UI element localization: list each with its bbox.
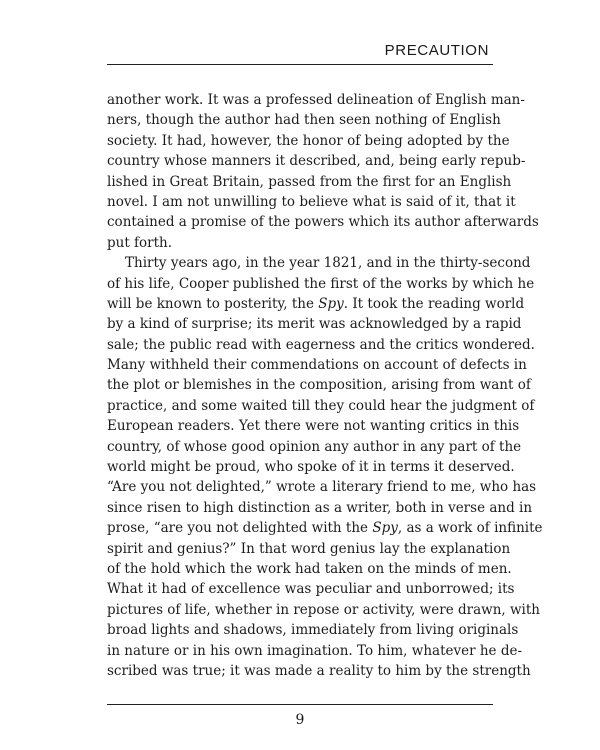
text-line: society. It had, however, the honor of being adopted by the: [107, 132, 510, 149]
text-line: ners, though the author had then seen nothing of English: [107, 112, 501, 129]
text-line: by a kind of surprise; its merit was acknowledged by a rapid: [107, 316, 522, 333]
paragraph-2: [107, 253, 543, 681]
text-line: What it had of excellence was peculiar and unborrowed; its: [107, 581, 515, 598]
text-line: broad lights and shadows, immediately from living originals: [107, 622, 519, 639]
running-head-title: PRECAUTION: [384, 42, 489, 59]
text-line: since risen to high distinction as a writer, both in verse and in: [107, 499, 533, 516]
text-line: world might be proud, who spoke of it in terms it deserved.: [107, 459, 515, 476]
text-line: another work. It was a professed delineation of English man-: [107, 92, 525, 108]
text-line: the plot or blemishes in the composition, arising from want of: [107, 377, 531, 394]
text-line: of the hold which the work had taken on the minds of men.: [107, 560, 512, 577]
text-line: spirit and genius?” In that word genius lay the explanation: [107, 540, 511, 557]
text-line: sale; the public read with eagerness and the critics wondered.: [107, 336, 535, 353]
page-number: 9: [295, 712, 305, 728]
footer-rule: [107, 704, 493, 705]
text-line: scribed was true; it was made a reality to him by the strength: [107, 662, 531, 679]
text-line: country, of whose good opinion any author in any part of the: [107, 438, 522, 455]
text-line: contained a promise of the powers which its author afterwards: [107, 214, 539, 231]
text-line: of his life, Cooper published the first of the works by which he: [107, 275, 535, 292]
header-rule: [107, 64, 493, 65]
text-line: practice, and some waited till they could hear the judgment of: [107, 397, 535, 414]
body-text: [107, 90, 543, 681]
text-line: European readers. Yet there were not wanting critics in this: [107, 418, 520, 435]
text-line: country whose manners it described, and, being early repub-: [107, 153, 526, 170]
text-line: Thirty years ago, in the year 1821, and in the thirty-second: [125, 255, 531, 272]
text-line: in nature or in his own imagination. To him, whatever he de-: [107, 642, 523, 659]
running-head: [107, 38, 493, 62]
text-line: pictures of life, whether in repose or activity, were drawn, with: [107, 601, 540, 618]
text-line: novel. I am not unwilling to believe what is said of it, that it: [107, 193, 516, 210]
text-line: Many withheld their commendations on account of defects in: [107, 357, 527, 374]
text-line: prose, “are you not delighted with the Spy, as a work of infinite: [107, 520, 543, 537]
text-line: lished in Great Britain, passed from the first for an English: [107, 173, 512, 190]
text-line: “Are you not delighted,” wrote a literary friend to me, who has: [107, 479, 537, 496]
text-line: put forth.: [107, 234, 173, 251]
paragraph-1: [107, 90, 539, 253]
text-line: will be known to posterity, the Spy. It took the reading world: [107, 295, 525, 312]
